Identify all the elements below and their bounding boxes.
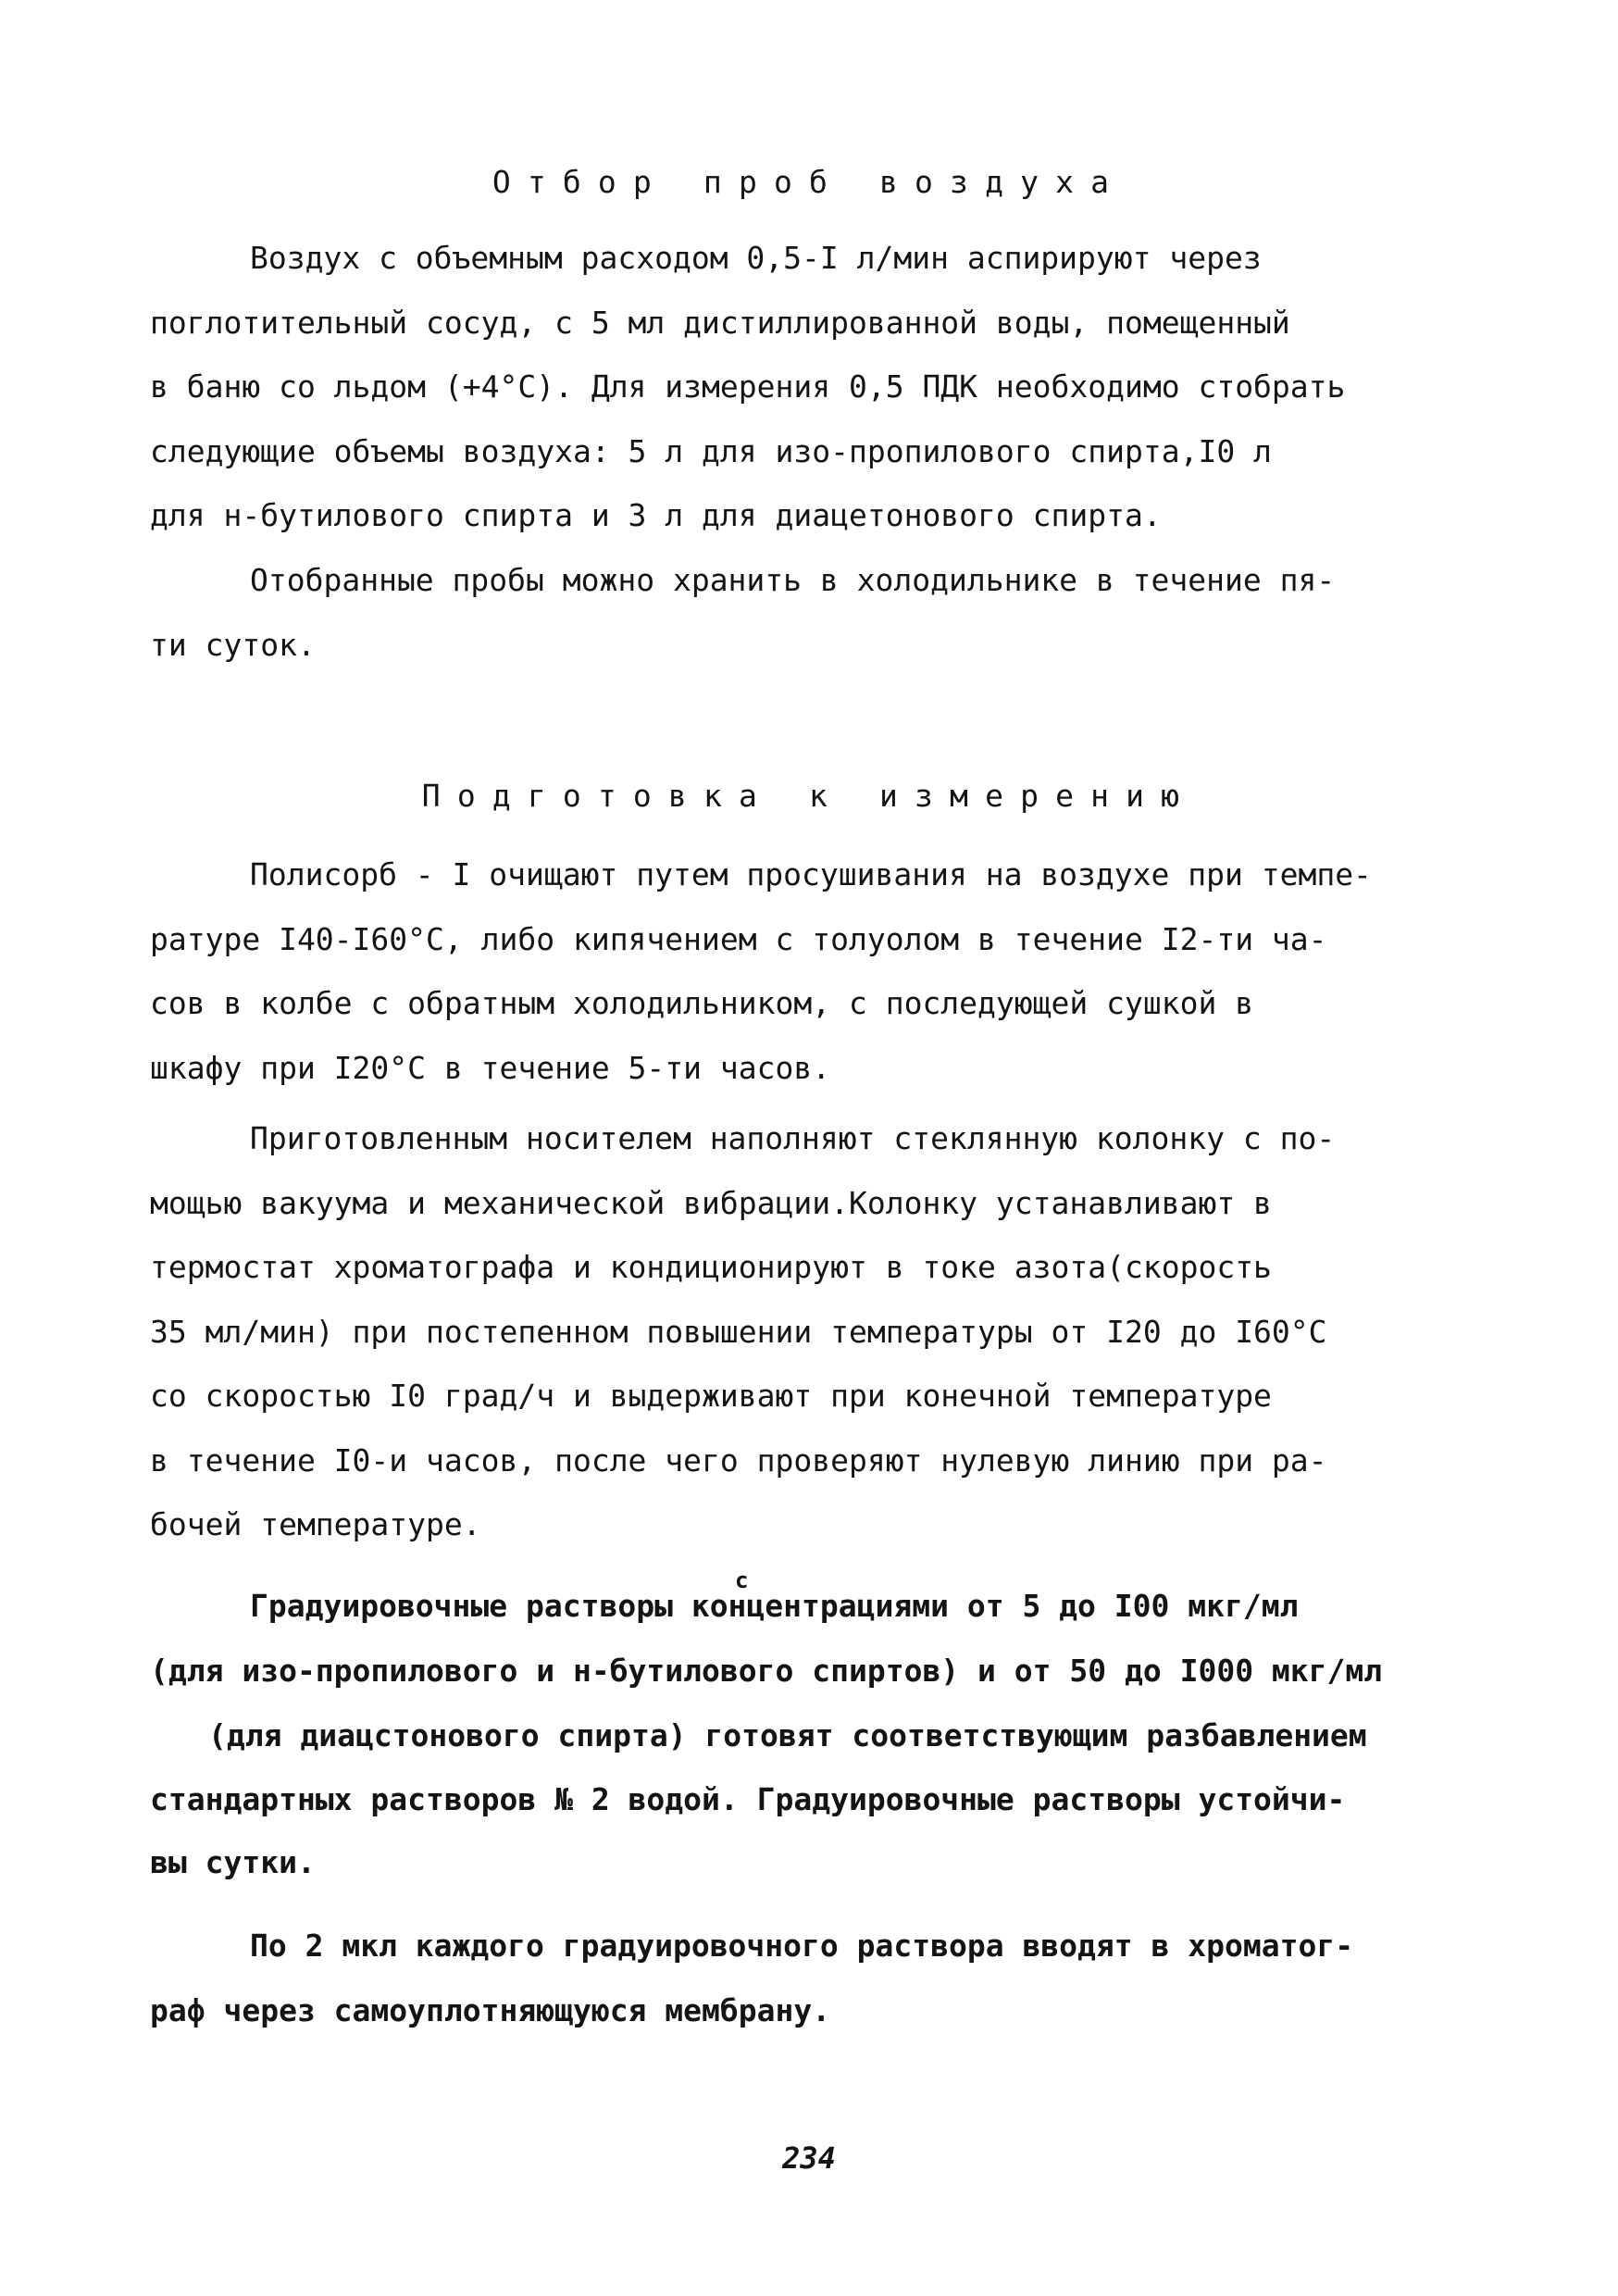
section-heading-air-sampling: Отбор проб воздуха: [492, 164, 1126, 200]
paragraph-line: со скоростью I0 град/ч и выдерживают при конечной температуре: [150, 1378, 1272, 1414]
section-heading-preparation: Подготовка к измерению: [421, 778, 1197, 814]
paragraph-line: бочей температуре.: [150, 1506, 481, 1542]
paragraph-line: (для диацстонового спирта) готовят соответствующим разбавлением: [208, 1717, 1367, 1753]
paragraph-line: поглотительный сосуд, с 5 мл дистиллированной воды, помещенный: [150, 305, 1290, 341]
paragraph-line: Полисорб - I очищают путем просушивания на воздухе при темпе-: [250, 856, 1372, 892]
paragraph-line: (для изо-пропилового и н-бутилового спиртов) и от 50 до I000 мкг/мл: [150, 1653, 1383, 1689]
paragraph-line: мощью вакуума и механической вибрации.Колонку устанавливают в: [150, 1185, 1272, 1221]
paragraph-line: следующие объемы воздуха: 5 л для изо-пропилового спирта,I0 л: [150, 433, 1272, 469]
paragraph-line: раф через самоуплотняющуюся мембрану.: [150, 1992, 831, 2028]
paragraph-line: Отобранные пробы можно хранить в холодильнике в течение пя-: [250, 562, 1336, 598]
paragraph-line: для н-бутилового спирта и 3 л для диацетонового спирта.: [150, 497, 1162, 533]
paragraph-line: Воздух с объемным расходом 0,5-I л/мин аспирируют через: [250, 240, 1262, 276]
handwritten-insertion: с: [735, 1567, 749, 1593]
paragraph-line: шкафу при I20°С в течение 5-ти часов.: [150, 1050, 831, 1086]
paragraph-line: стандартных растворов № 2 водой. Градуировочные растворы устойчи-: [150, 1781, 1346, 1817]
paragraph-line: в течение I0-и часов, после чего проверяют нулевую линию при ра-: [150, 1442, 1327, 1479]
paragraph-line: сов в колбе с обратным холодильником, с последующей сушкой в: [150, 985, 1254, 1021]
paragraph-line: ти суток.: [150, 627, 316, 663]
paragraph-line: Приготовленным носителем наполняют стеклянную колонку с по-: [250, 1120, 1336, 1156]
paragraph-line: в баню со льдом (+4°С). Для измерения 0,5 ПДК необходимо стобрать: [150, 368, 1346, 405]
paragraph-line: По 2 мкл каждого градуировочного раствора вводят в хроматог-: [250, 1928, 1354, 1964]
paragraph-line: термостат хроматографа и кондиционируют в токе азота(скорость: [150, 1249, 1272, 1285]
paragraph-line: вы сутки.: [150, 1844, 316, 1880]
paragraph-line: ратуре I40-I60°С, либо кипячением с толуолом в течение I2-ти ча-: [150, 921, 1327, 957]
paragraph-line: 35 мл/мин) при постепенном повышении температуры от I20 до I60°С: [150, 1314, 1327, 1350]
page-number: 234: [782, 2140, 836, 2176]
paragraph-line: Градуировочные растворы концентрациями от 5 до I00 мкг/мл: [250, 1588, 1299, 1624]
